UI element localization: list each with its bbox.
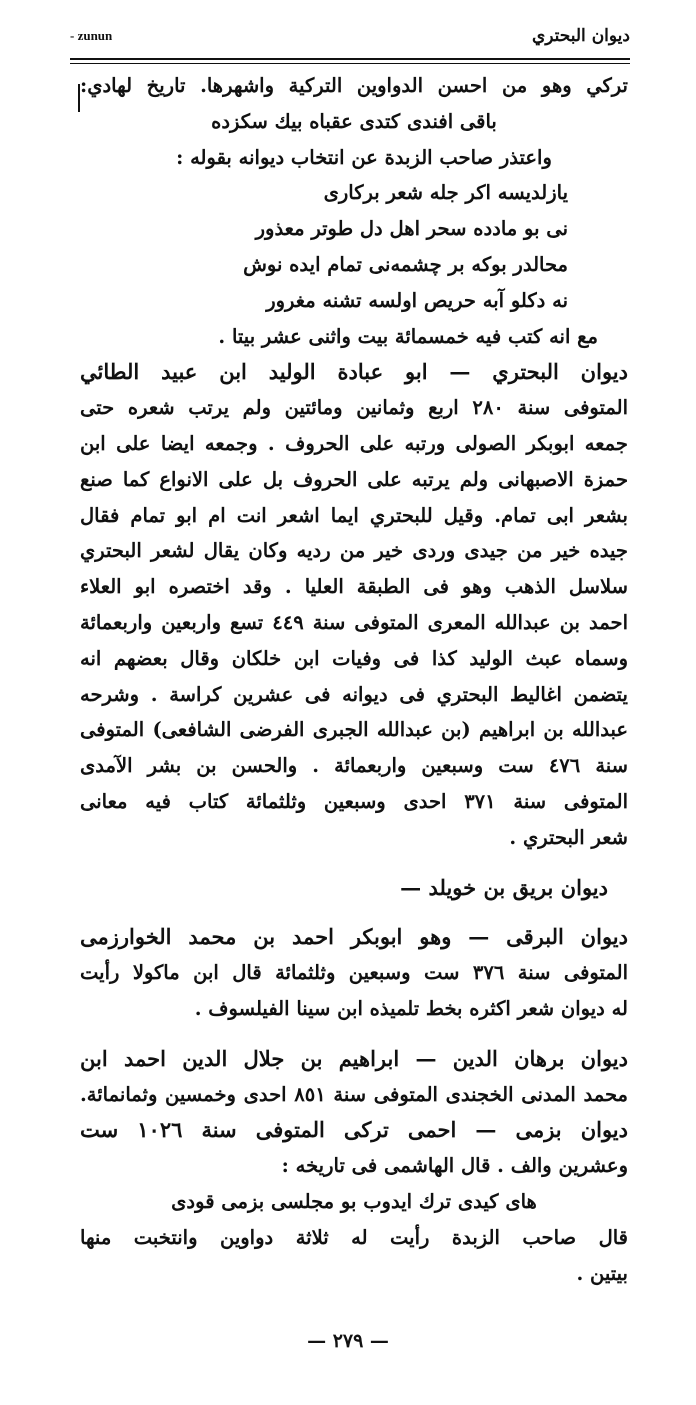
entry-heading: ديوان بريق بن خويلد — <box>400 874 608 900</box>
text-line: جيده خير من جيدى وردى خير من رديه وكان يقال لشعر البحتري <box>80 539 628 563</box>
text-line: سلاسل الذهب وهو فى الطبقة العليا . وقد اختصره ابو العلاء <box>80 575 628 599</box>
entry-heading: ديوان برهان الدين — ابراهيم بن جلال الدين احمد ابن <box>80 1045 628 1071</box>
text-line: وسماه عبث الوليد كذا فى وفيات ابن خلكان وقال بعضهم انه <box>80 646 628 670</box>
page-number: — ٢٧٩ — <box>307 1330 389 1352</box>
text-line: المتوفى سنة ٣٧٦ ست وسبعين وثلثمائة قال ابن ماكولا رأيت <box>80 961 628 985</box>
text-line: جمعه ابوبكر الصولى ورتبه على الحروف . وجمعه ايضا على ابن <box>80 431 628 455</box>
verse-line: نه دكلو آبه حريص اولسه تشنه مغرور <box>266 288 568 312</box>
text-line: تركي وهو من احسن الدواوين التركية واشهرها. تاريخ لهادي: <box>80 74 628 97</box>
text-line: له ديوان شعر اكثره بخط تلميذه ابن سينا الفيلسوف . <box>194 996 628 1020</box>
verse-line: محالدر بوكه بر چشمه‌نى تمام ايده نوش <box>243 252 568 276</box>
text-line: سنة ٤٧٦ ست وسبعين واربعمائة . والحسن بن بشر الآمدى <box>80 754 628 778</box>
running-header <box>70 22 630 52</box>
body-text <box>80 68 628 1291</box>
running-header-mark: - zunun <box>70 28 113 43</box>
spacer <box>80 1027 628 1041</box>
text-line: محمد المدنى الخجندى المتوفى سنة ٨٥١ احدى وخمسين وثمانمائة. <box>80 1082 628 1106</box>
text-line: قال صاحب الزبدة رأيت له ثلاثة دواوين وانتخبت منها <box>80 1225 628 1249</box>
verse-line: هاى كيدى ترك ايدوب بو مجلسى بزمى قودى <box>171 1189 537 1213</box>
text-line: يتضمن اغاليط البحتري فى ديوانه فى عشرين كراسة . وشرحه <box>80 682 628 706</box>
entry-heading: ديوان البرقى — وهو ابوبكر احمد بن محمد الخوارزمى <box>80 924 628 950</box>
entry-heading: ديوان البحتري — ابو عبادة الوليد ابن عبيد الطائي <box>80 359 628 385</box>
header-rule-thin <box>70 63 630 64</box>
text-line: واعتذر صاحب الزبدة عن انتخاب ديوانه بقوله : <box>176 145 552 169</box>
spacer <box>80 905 628 919</box>
text-line: بشعر ابى تمام. وقيل للبحتري ايما اشعر انت ام ابو تمام فقال <box>80 503 628 527</box>
text-line: عبدالله بن ابراهيم (بن عبدالله الجبرى الفرضى الشافعى) المتوفى <box>80 718 628 742</box>
text-line: بيتين . <box>576 1261 628 1285</box>
entry-heading: ديوان بزمى — احمى تركى المتوفى سنة ١٠٢٦ ست <box>80 1117 628 1143</box>
text-line: احمد بن عبدالله المعرى المتوفى سنة ٤٤٩ تسع واربعين واربعمائة <box>80 610 628 634</box>
header-rule-thick <box>70 58 630 60</box>
text-line: شعر البحتري . <box>509 825 628 849</box>
text-line: باقى افندى كتدى عقباه بيك سكزده <box>211 109 497 133</box>
verse-line: يازلديسه اكر جله شعر بركارى <box>323 181 568 205</box>
spacer <box>80 856 628 870</box>
text-line: المتوفى سنة ٢٨٠ اربع وثمانين ومائتين ولم يرتب شعره حتى <box>80 396 628 420</box>
text-line: مع انه كتب فيه خمسمائة بيت واثنى عشر بيتا . <box>218 324 598 348</box>
running-header-title: ديوان البحتري <box>531 26 630 46</box>
text-line: حمزة الاصبهانى ولم يرتبه على الحروف بل على الانواع كما صنع <box>80 467 628 491</box>
text-line: المتوفى سنة ٣٧١ احدى وسبعين وثلثمائة كتاب فيه معانى <box>80 789 628 813</box>
verse-line: نى بو مادده سحر اهل دل طوتر معذور <box>255 217 568 241</box>
text-line: وعشرين والف . قال الهاشمى فى تاريخه : <box>281 1154 628 1178</box>
